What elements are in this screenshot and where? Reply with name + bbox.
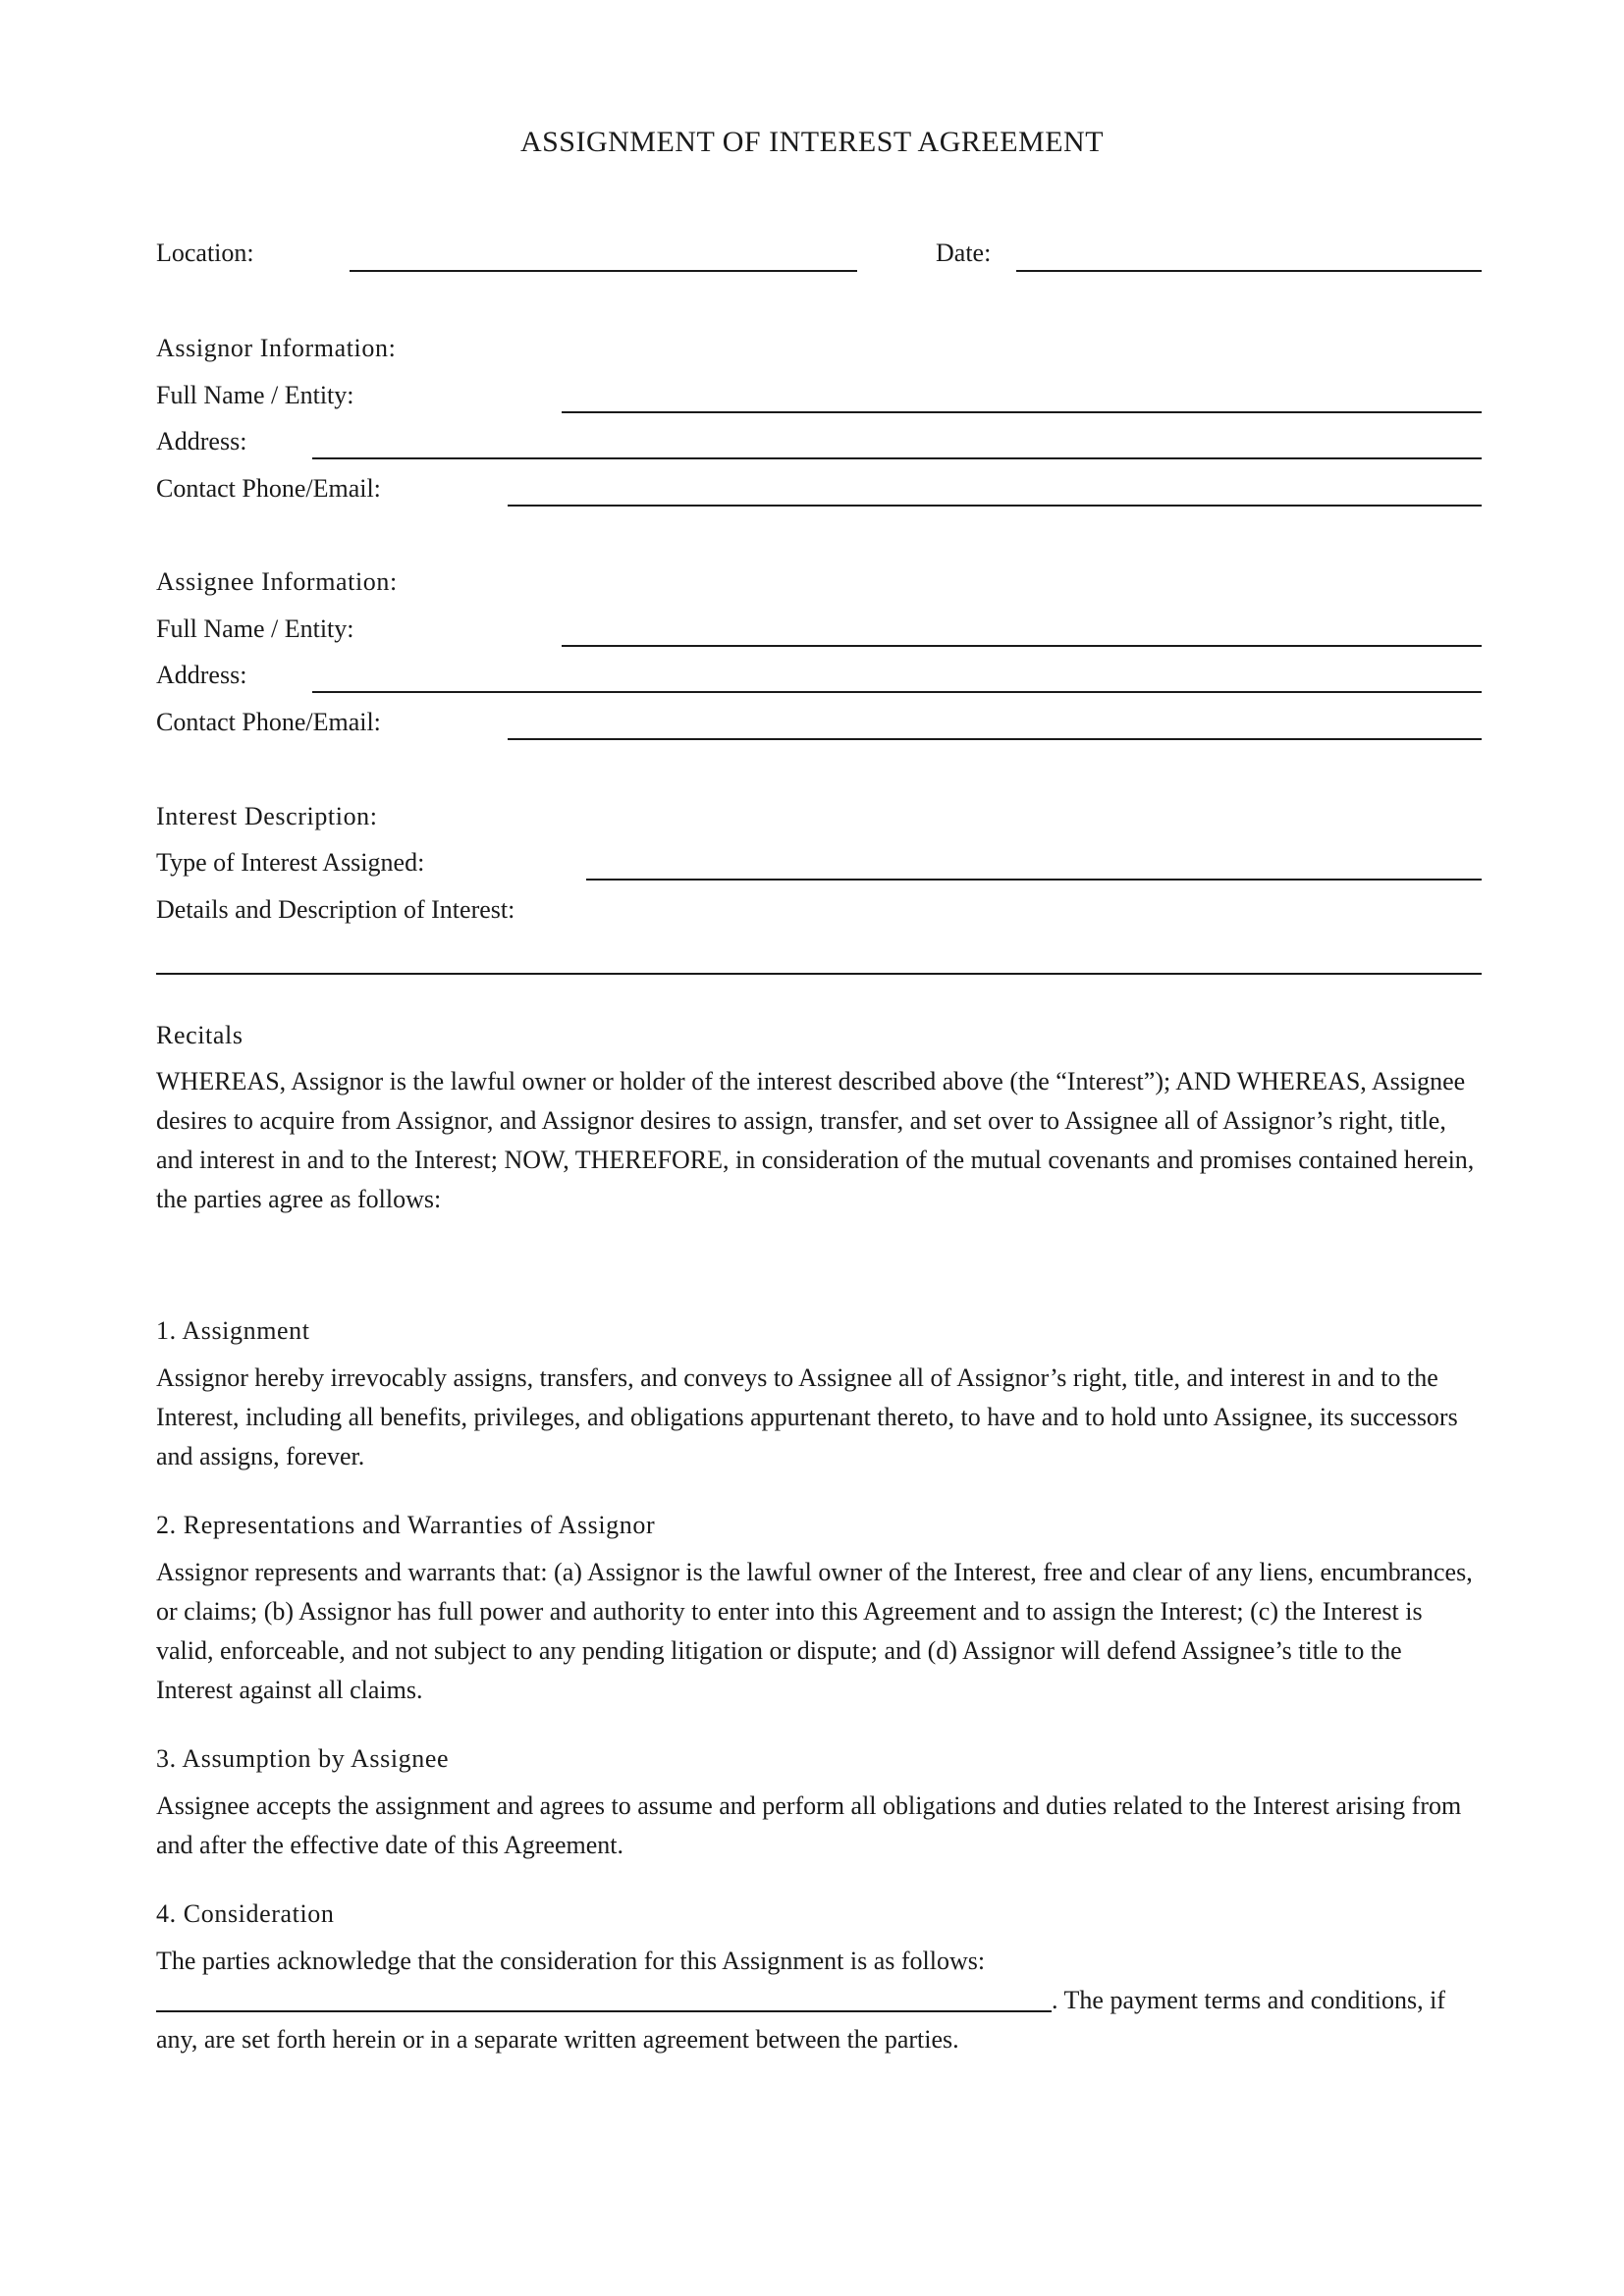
assignee-contact-label: Contact Phone/Email: [156, 708, 381, 736]
section-3-body: Assignee accepts the assignment and agrees to assume and perform all obligations and duties related to the Interest arising from and after the effective date of this Agreement. [156, 1791, 1462, 1859]
recitals-heading: Recitals [156, 1021, 244, 1049]
assignor-full-name-label: Full Name / Entity: [156, 381, 354, 409]
assignee-heading: Assignee Information: [156, 567, 398, 596]
assignor-full-name-field[interactable] [562, 411, 1482, 413]
assignor-heading: Assignor Information: [156, 334, 397, 362]
location-field[interactable] [350, 270, 857, 272]
document-title: ASSIGNMENT OF INTEREST AGREEMENT [519, 126, 1105, 158]
assignee-full-name-label: Full Name / Entity: [156, 614, 354, 643]
assignee-address-label: Address: [156, 661, 247, 689]
assignor-contact-field[interactable] [508, 505, 1482, 507]
assignor-address-field[interactable] [312, 457, 1482, 459]
assignee-contact-field[interactable] [508, 738, 1482, 740]
interest-heading: Interest Description: [156, 802, 378, 830]
interest-details-field[interactable] [156, 973, 1482, 975]
date-label: Date: [936, 239, 992, 267]
interest-details-label: Details and Description of Interest: [156, 895, 515, 924]
section-1-body: Assignor hereby irrevocably assigns, transfers, and conveys to Assignee all of Assignor’s right, title, and interest in and to the Interest, including all benefits, privileges, and obligations appurtenant thereto, to have and to hold unto Assignee, its successors and assigns, forever. [156, 1363, 1458, 1470]
consideration-blank-field[interactable] [156, 2009, 1052, 2012]
interest-type-label: Type of Interest Assigned: [156, 848, 425, 877]
assignor-address-label: Address: [156, 427, 247, 455]
date-field[interactable] [1016, 270, 1482, 272]
section-2-body: Assignor represents and warrants that: (a) Assignor is the lawful owner of the Interest, free and clear of any liens, encumbrances, or claims; (b) Assignor has full power and authority to enter into this Agreement and to assign the Interest; (c) the Interest is valid, enforceable, and not subject to any pending litigation or dispute; and (d) Assignor will defend Assignee’s title to the Interest against all claims. [156, 1558, 1473, 1704]
location-label: Location: [156, 239, 254, 267]
assignee-address-field[interactable] [312, 691, 1482, 693]
assignor-contact-label: Contact Phone/Email: [156, 474, 381, 503]
section-1-heading: 1. Assignment [156, 1316, 310, 1345]
section-3-heading: 3. Assumption by Assignee [156, 1744, 450, 1773]
interest-type-field[interactable] [586, 879, 1482, 881]
section-4-body-terms: . The payment terms and conditions, if any, are set forth herein or in a separate written agreement between the parties. [156, 1986, 1445, 2054]
assignee-full-name-field[interactable] [562, 645, 1482, 647]
section-2-heading: 2. Representations and Warranties of Assignor [156, 1511, 656, 1539]
section-4-heading: 4. Consideration [156, 1899, 335, 1928]
section-4-body [156, 1942, 1482, 2059]
section-4-body-intro: The parties acknowledge that the consideration for this Assignment is as follows: [156, 1947, 986, 1975]
recitals-body: WHEREAS, Assignor is the lawful owner or holder of the interest described above (the “Interest”); AND WHEREAS, Assignee desires to acquire from Assignor, and Assignor desires to assign, transfer, and set over to Assignee all of Assignor’s right, title, and interest in and to the Interest; NOW, THEREFORE, in consideration of the mutual covenants and promises contained herein, the parties agree as follows: [156, 1067, 1475, 1213]
